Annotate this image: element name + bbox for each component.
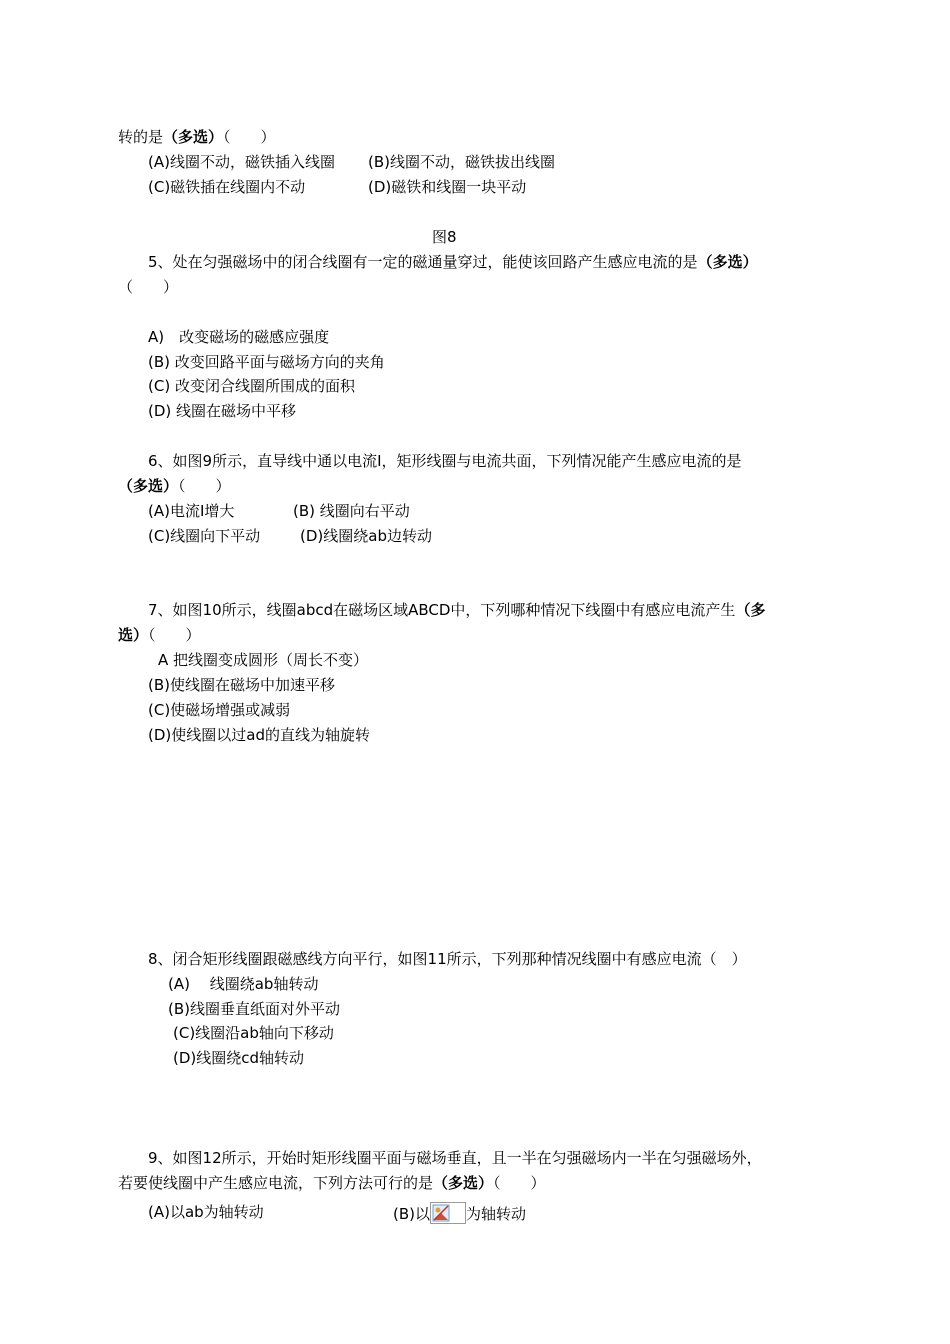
q9-option-b-suffix: 为轴转动 xyxy=(466,1205,527,1223)
q8-option-d: (D)线圈绕cd轴转动 xyxy=(173,1049,305,1067)
q6-answer-paren: （ ） xyxy=(178,477,231,495)
q4-option-d: (D)磁铁和线圈一块平动 xyxy=(368,178,527,196)
q4-option-b: (B)线圈不动，磁铁拔出线圈 xyxy=(368,153,555,171)
q9-multi-tag: （多选） xyxy=(433,1174,494,1192)
q6-stem-line2 xyxy=(118,476,231,496)
q7-option-b: (B)使线圈在磁场中加速平移 xyxy=(148,676,335,694)
q6-stem: 6、如图9所示，直导线中通以电流I，矩形线圈与电流共面，下列情况能产生感应电流的是 xyxy=(148,452,742,470)
q6-option-a: (A)电流I增大 xyxy=(148,502,235,520)
q5-option-b: (B) 改变回路平面与磁场方向的夹角 xyxy=(148,353,385,371)
q6-option-b: (B) 线圈向右平动 xyxy=(293,502,410,520)
q7-stem-line2 xyxy=(118,625,201,645)
q4-stem-line xyxy=(118,127,276,147)
q4-option-c: (C)磁铁插在线圈内不动 xyxy=(148,178,306,196)
q7-stem-line xyxy=(148,600,765,620)
q5-stem: 5、处在匀强磁场中的闭合线圈有一定的磁通量穿过，能使该回路产生感应电流的是 xyxy=(148,253,698,271)
q6-multi-tag: （多选） xyxy=(118,477,179,495)
q9-option-b xyxy=(393,1202,526,1224)
q5-option-c: (C) 改变闭合线圈所围成的面积 xyxy=(148,377,355,395)
q4-stem-tail: 转的是 xyxy=(118,128,164,146)
q4-answer-paren: （ ） xyxy=(223,128,276,146)
q9-option-b-prefix: (B)以 xyxy=(393,1205,430,1223)
q9-stem-cont: 若要使线圈中产生感应电流，下列方法可行的是 xyxy=(118,1174,434,1192)
q5-multi-tag: （多选） xyxy=(697,253,758,271)
q8-option-b: (B)线圈垂直纸面对外平动 xyxy=(168,1000,340,1018)
q8-option-a: (A) 线圈绕ab轴转动 xyxy=(168,975,319,993)
q8-stem: 8、闭合矩形线圈跟磁感线方向平行，如图11所示，下列那种情况线圈中有感应电流（ ） xyxy=(148,950,747,968)
q8-option-c: (C)线圈沿ab轴向下移动 xyxy=(173,1024,334,1042)
q9-stem-line2 xyxy=(118,1173,546,1193)
q5-answer-paren: （ ） xyxy=(118,278,179,296)
q5-stem-line xyxy=(148,252,758,272)
q7-option-a: A 把线圈变成圆形（周长不变） xyxy=(158,651,369,669)
q7-multi-tag-start: （多 xyxy=(735,601,766,619)
q4-option-a: (A)线圈不动，磁铁插入线圈 xyxy=(148,153,335,171)
q9-option-a: (A)以ab为轴转动 xyxy=(148,1203,264,1221)
q6-option-c: (C)线圈向下平动 xyxy=(148,527,261,545)
q5-option-d: (D) 线圈在磁场中平移 xyxy=(148,402,297,420)
broken-image-icon xyxy=(430,1202,466,1224)
q5-option-a: A) 改变磁场的磁感应强度 xyxy=(148,328,330,346)
q7-option-d: (D)使线圈以过ad的直线为轴旋转 xyxy=(148,726,370,744)
q9-stem: 9、如图12所示，开始时矩形线圈平面与磁场垂直，且一半在匀强磁场内一半在匀强磁场外， xyxy=(148,1149,762,1167)
q7-option-c: (C)使磁场增强或减弱 xyxy=(148,701,291,719)
q9-answer-paren: （ ） xyxy=(493,1174,546,1192)
q4-multi-tag: （多选） xyxy=(163,128,224,146)
q7-multi-tag-end: 选） xyxy=(118,626,149,644)
figure-caption: 图8 xyxy=(432,228,457,246)
q7-stem: 7、如图10所示，线圈abcd在磁场区域ABCD中，下列哪种情况下线圈中有感应电流产生 xyxy=(148,601,736,619)
q6-option-d: (D)线圈绕ab边转动 xyxy=(300,527,432,545)
q7-answer-paren: （ ） xyxy=(148,626,201,644)
